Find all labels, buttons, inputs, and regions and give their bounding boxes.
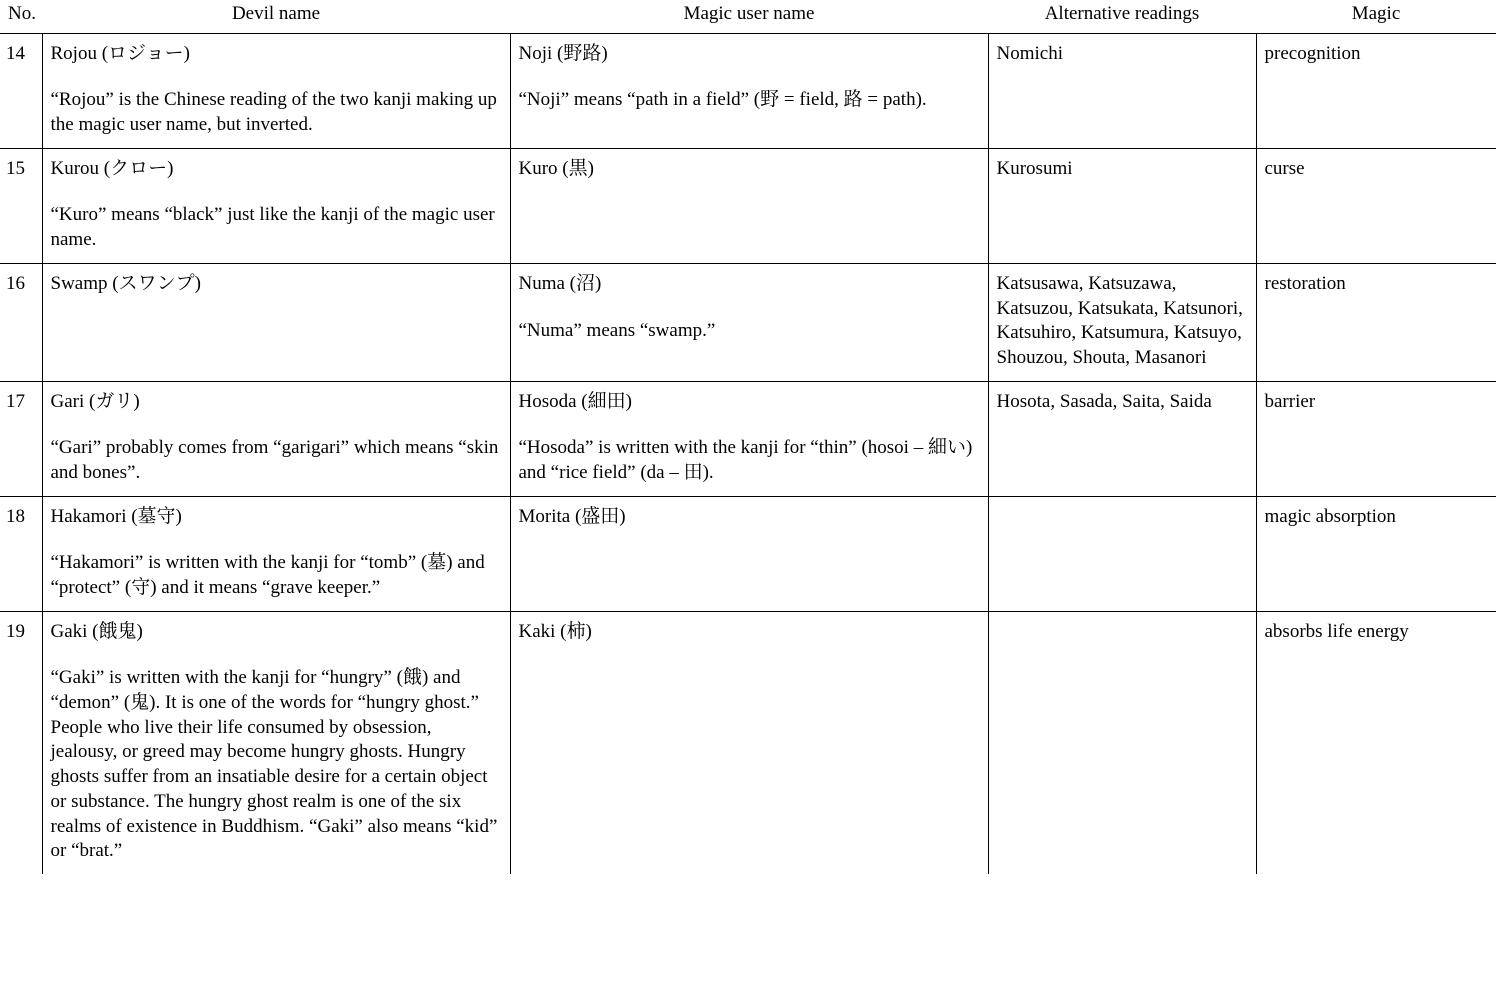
magic-value: magic absorption [1264,505,1396,527]
magic-cell [1256,33,1496,148]
column-header-magic-user-name: Magic user name [510,0,988,33]
row-number: 19 [0,611,42,874]
column-header-no: No. [0,0,42,33]
magic-user-name: Kaki (柿) [518,620,592,642]
devil-name: Kurou (クロー) [50,157,174,179]
table-row [0,33,1496,148]
magic-user-name-cell [510,496,988,611]
magic-cell [1256,611,1496,874]
alternative-readings: Hosota, Sasada, Saita, Saida [996,390,1212,412]
magic-user-name: Hosoda (細田) [518,390,632,412]
devil-name-cell [42,611,510,874]
magic-cell [1256,263,1496,381]
magic-cell [1256,496,1496,611]
alternative-readings-cell [988,33,1256,148]
magic-value: barrier [1264,390,1316,412]
column-header-magic: Magic [1256,0,1496,33]
devil-name-note: “Kuro” means “black” just like the kanji of the magic user name. [50,204,495,251]
devil-name-note: “Rojou” is the Chinese reading of the two kanji making up the magic user name, but inverted. [50,89,497,136]
devil-name-cell [42,381,510,496]
table-row [0,263,1496,381]
devil-name: Hakamori (墓守) [50,505,182,527]
magic-value: curse [1264,157,1305,179]
alternative-readings: Katsusawa, Katsuzawa, Katsuzou, Katsukata, Katsunori, Katsuhiro, Katsumura, Katsuyo, Shouzou, Shouta, Masanori [996,272,1243,368]
table-header [0,0,1496,33]
magic-value: restoration [1264,272,1346,294]
magic-value: precognition [1264,42,1361,64]
column-header-alternative-readings: Alternative readings [988,0,1256,33]
alternative-readings-cell [988,381,1256,496]
alternative-readings-cell [988,148,1256,263]
table-row [0,611,1496,874]
row-number: 16 [0,263,42,381]
alternative-readings-cell [988,496,1256,611]
column-header-devil-name: Devil name [42,0,510,33]
magic-user-name-note: “Noji” means “path in a field” (野 = field, 路 = path). [518,89,927,111]
magic-user-name: Kuro (黒) [518,157,594,179]
devil-name-cell [42,148,510,263]
row-number: 18 [0,496,42,611]
devil-name: Swamp (スワンプ) [50,272,201,294]
row-number: 14 [0,33,42,148]
alternative-readings-cell [988,611,1256,874]
devil-name-note: “Gaki” is written with the kanji for “hungry” (餓) and “demon” (鬼). It is one of the words for “hungry ghost.” People who live their life consumed by obsession, jealousy, or greed may become hungry ghosts. Hungry ghosts suffer from an insatiable desire for a certain object or substance. The hungry ghost realm is one of the six realms of existence in Buddhism. “Gaki” also means “kid” or “brat.” [50,667,498,862]
magic-user-name: Numa (沼) [518,272,602,294]
table-row [0,148,1496,263]
row-number: 15 [0,148,42,263]
alternative-readings: Nomichi [996,42,1063,64]
magic-user-name-cell [510,148,988,263]
devil-name-cell [42,263,510,381]
magic-value: absorbs life energy [1264,620,1409,642]
devil-name-cell [42,33,510,148]
magic-user-name-cell [510,263,988,381]
magic-user-name-note: “Numa” means “swamp.” [518,319,716,341]
devil-name-note: “Hakamori” is written with the kanji for “tomb” (墓) and “protect” (守) and it means “grave keeper.” [50,552,485,598]
row-number: 17 [0,381,42,496]
devil-name-cell [42,496,510,611]
magic-cell [1256,381,1496,496]
table-row [0,496,1496,611]
devil-name: Rojou (ロジョー) [50,42,190,64]
magic-cell [1256,148,1496,263]
table-header-row [0,0,1496,33]
alternative-readings-cell [988,263,1256,381]
alternative-readings: Kurosumi [996,157,1073,179]
devil-name: Gari (ガリ) [50,390,140,412]
magic-user-name: Noji (野路) [518,42,608,64]
magic-user-name-cell [510,381,988,496]
table-body [0,33,1496,874]
devil-name-note: “Gari” probably comes from “garigari” which means “skin and bones”. [50,437,499,483]
devil-name: Gaki (餓鬼) [50,620,143,642]
magic-user-name-cell [510,33,988,148]
magic-user-name-cell [510,611,988,874]
magic-user-name: Morita (盛田) [518,505,626,527]
magic-user-name-note: “Hosoda” is written with the kanji for “thin” (hosoi – 細い) and “rice field” (da – 田). [518,437,973,483]
table-row [0,381,1496,496]
